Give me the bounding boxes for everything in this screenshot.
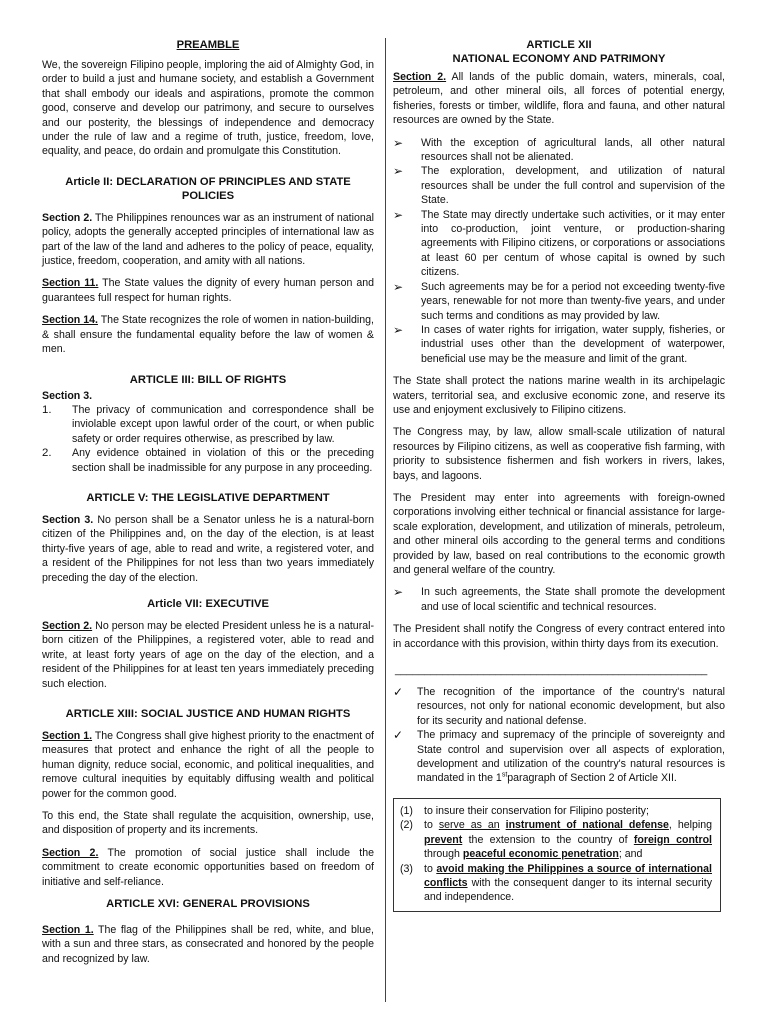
- list-item: ✓ The recognition of the importance of the country's natural resources, not only for national economic development, but also for its security and national defense.: [393, 685, 725, 727]
- preamble-title: PREAMBLE: [176, 39, 240, 51]
- article12-bullets: [393, 136, 725, 367]
- article13-title: ARTICLE XIII: SOCIAL JUSTICE AND HUMAN RIGHTS: [65, 708, 351, 720]
- separator-rule: _____________________________________________________: [395, 664, 708, 677]
- article2-title: Article II: DECLARATION OF PRINCIPLES AND STATE POLICIES: [65, 175, 351, 202]
- article13-section2: Section 2. The promotion of social justice shall include the commitment to create economic opportunities based on freedom of initiative and self-reliance.: [42, 846, 375, 888]
- president-paragraph: The President may enter into agreements with foreign-owned corporations involving either technical or financial assistance for large-scale exploration, development, and utilization of minerals, petroleum, and other mineral oils according to the general terms and conditions provided by law, based on real contributions to the economic growth and general welfare of the country.: [393, 491, 725, 576]
- article13-section1: Section 1. The Congress shall give highest priority to the enactment of measures that protect and enhance the right of all the people to human dignity, reduce social, economic, and political inequalities, and remove cultural inequities by equitably diffusing wealth and political power for the common good.: [42, 730, 375, 800]
- checkmark-icon: ✓: [393, 728, 404, 743]
- arrow-bullet-icon: ➢: [393, 207, 404, 222]
- arrow-bullet-icon: ➢: [393, 585, 404, 600]
- article16-section1: Section 1. The flag of the Philippines shall be red, white, and blue, with a sun and three stars, as consecrated and honored by the people and recognized by law.: [42, 924, 374, 965]
- list-item: (1) to insure their conservation for Filipino posterity;: [400, 804, 649, 817]
- arrow-bullet-icon: ➢: [393, 279, 404, 294]
- article12-title-line2: NATIONAL ECONOMY AND PATRIMONY: [452, 53, 666, 65]
- list-item: ➢ The exploration, development, and utilization of natural resources shall be under the full control and supervision of the State.: [393, 164, 725, 207]
- local-resources-bullet: [393, 585, 725, 614]
- arrow-bullet-icon: ➢: [393, 135, 404, 150]
- article2-section2: Section 2. The Philippines renounces war as an instrument of national policy, adopts the generally accepted principles of international law as part of the law of the land and adheres to the policy of peace, equality, justice, freedom, cooperation, and amity with all nations.: [42, 211, 374, 268]
- purposes-box: [393, 798, 721, 912]
- list-item: ✓ The primacy and supremacy of the principle of sovereignty and State control and supervision over all aspects of exploration, development and utilization of the country's natural resources is mandated in the 1stparagraph of Section 2 of Article XII.: [393, 728, 725, 785]
- article7-section2: Section 2. No person may be elected President unless he is a natural-born citizen of the Philippines, a registered voter, able to read and write, at least forty years of age on the day of the election, and a resident of the Philippines for at least ten years immediately preceding such election.: [42, 619, 375, 690]
- preamble-text: We, the sovereign Filipino people, imploring the aid of Almighty God, in order to build a just and humane society, and establish a Government that shall embody our ideals and aspirations, promote the common good, conserve and develop our patrimony, and secure to ourselves and our posterity, the blessings of independence and democracy under the rule of law and a regime of truth, justice, freedom, love, equality, and peace, do ordain and promulgate this Constitution.: [42, 59, 374, 158]
- article12-title-line1: ARTICLE XII: [526, 39, 592, 51]
- list-item: ➢ In cases of water rights for irrigation, water supply, fisheries, or industrial uses other than the development of waterpower, beneficial use may be the measure and limit of the grant.: [393, 322, 725, 365]
- congress-paragraph: The Congress may, by law, allow small-scale utilization of natural resources by Filipino citizens, as well as cooperative fish farming, with priority to subsistence fishermen and fish workers in rivers, lakes, bays, and lagoons.: [393, 426, 725, 482]
- article3-section3-label: Section 3.: [42, 389, 93, 402]
- notify-paragraph: The President shall notify the Congress of every contract entered into in accordance with this provision, within thirty days from its execution.: [393, 623, 725, 650]
- article5-section3: Section 3. No person shall be a Senator unless he is a natural-born citizen of the Philippines and, on the day of the election, is at least thirty-five years of age, able to read and write, a registered voter, and a resident of the Philippines for not less than two years immediately preceding the day of the election.: [42, 513, 374, 584]
- article16-title: ARTICLE XVI: GENERAL PROVISIONS: [106, 898, 310, 911]
- list-item: ➢ With the exception of agricultural lands, all other natural resources shall not be alienated.: [393, 135, 725, 164]
- article5-title: ARTICLE V: THE LEGISLATIVE DEPARTMENT: [86, 491, 330, 504]
- list-item: ➢ Such agreements may be for a period not exceeding twenty-five years, renewable for not more than twenty-five years, and under such terms and conditions as may provided by law.: [393, 279, 725, 322]
- list-item: ➢ In such agreements, the State shall promote the development and use of local scientific and technical resources.: [393, 585, 725, 613]
- list-item: ➢ The State may directly undertake such activities, or it may enter into co-production, joint venture, or production-sharing agreements with Filipino citizens, or corporations or associations at least 60 per centum of whose capital is owned by such citizens.: [393, 207, 725, 279]
- article12-section2: Section 2. All lands of the public domain, waters, minerals, coal, petroleum, and other mineral oils, all forces of potential energy, fisheries, forests or timber, wildlife, flora and fauna, and other natural resources are owned by the State.: [393, 71, 725, 127]
- list-item: 2. Any evidence obtained in violation of this or the preceding section shall be inadmissible for any purpose in any proceeding.: [42, 447, 374, 474]
- arrow-bullet-icon: ➢: [393, 322, 404, 337]
- column-divider: [385, 38, 386, 1002]
- article3-list: [42, 403, 374, 475]
- article13-paragraph: To this end, the State shall regulate the acquisition, ownership, use, and disposition of property and its increments.: [42, 810, 374, 837]
- article3-title: ARTICLE III: BILL OF RIGHTS: [129, 373, 287, 386]
- left-column: [42, 38, 374, 966]
- article2-section11: Section 11. The State values the dignity of every human person and guarantees full respect for human rights.: [42, 277, 374, 304]
- checklist: [393, 685, 725, 786]
- checkmark-icon: ✓: [393, 685, 404, 700]
- list-item: (3) to avoid making the Philippines a source of international conflicts with the consequent danger to its internal security and independence.: [400, 862, 712, 904]
- list-item: 1. The privacy of communication and correspondence shall be inviolable except upon lawful order of the court, or when public safety or order requires otherwise, as prescribed by law.: [42, 403, 374, 445]
- arrow-bullet-icon: ➢: [393, 164, 404, 179]
- marine-wealth-paragraph: The State shall protect the nations marine wealth in its archipelagic waters, territorial sea, and exclusive economic zone, and reserve its use and enjoyment exclusively to Filipino citizens.: [393, 375, 725, 416]
- article7-title: Article VII: EXECUTIVE: [147, 597, 269, 610]
- right-column: [393, 38, 725, 912]
- article2-section14: Section 14. The State recognizes the role of women in nation-building, & shall ensure the fundamental equality before the law of women & men.: [42, 314, 375, 356]
- list-item: (2) to serve as an instrument of national defense, helping prevent the extension to the country of foreign control through peaceful economic penetration; and: [400, 819, 713, 861]
